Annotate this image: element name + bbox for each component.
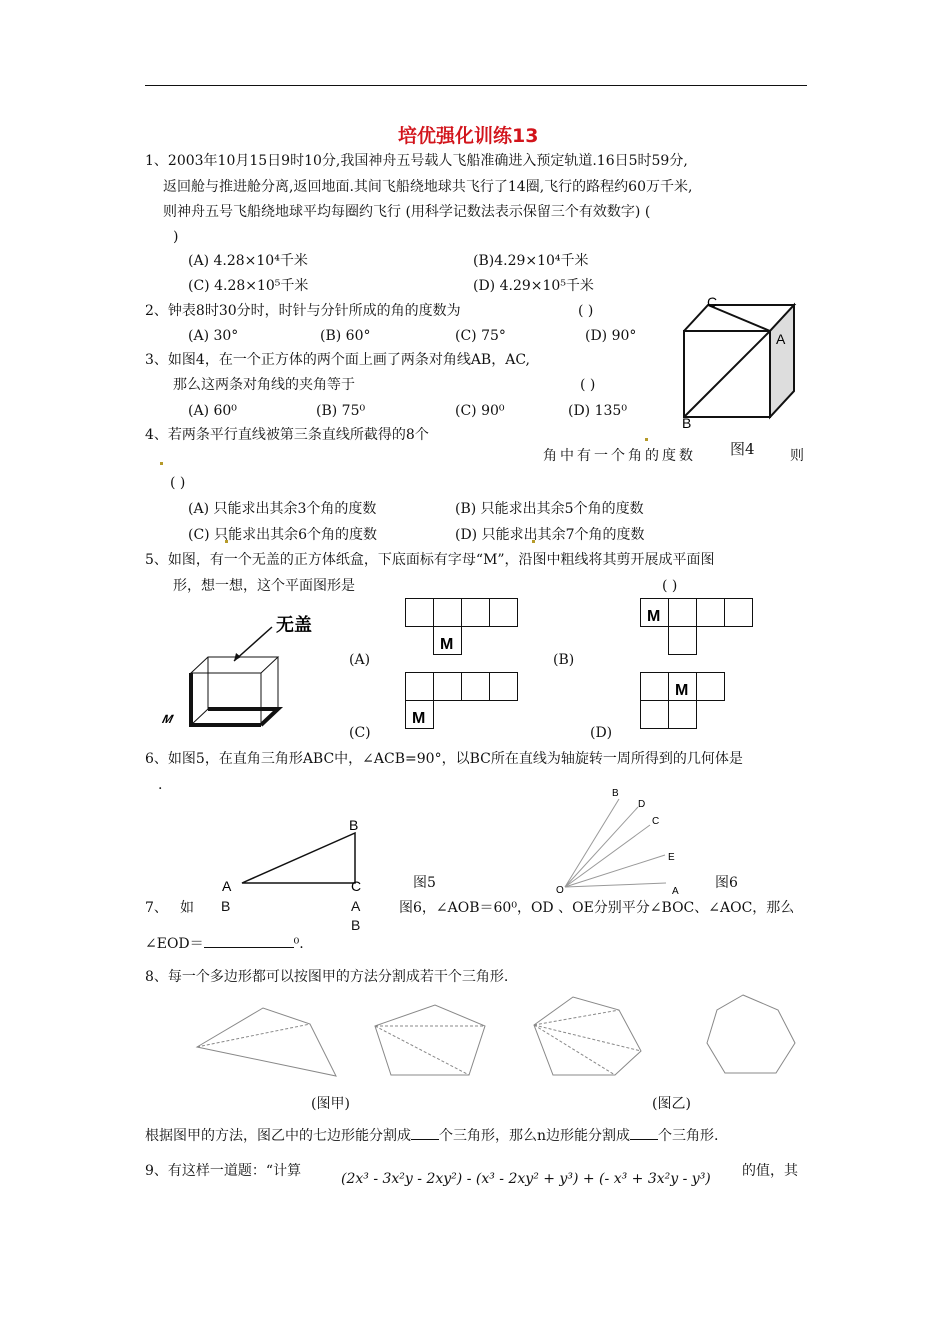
net-option-d	[640, 672, 730, 732]
net-b-label: (B)	[553, 652, 575, 668]
stray-dot	[645, 438, 648, 441]
q8-line2c: 个三角形.	[658, 1128, 719, 1144]
q8-blank-2[interactable]	[630, 1139, 658, 1140]
q1-option-a: (A) 4.28×10⁴千米	[188, 253, 308, 269]
q1-line1: 1、2003年10月15日9时10分,我国神舟五号载人飞船准确进入预定轨道.16日5时59分,	[145, 153, 688, 169]
heptagon	[707, 995, 795, 1073]
q8-blank-1[interactable]	[411, 1139, 439, 1140]
q4-option-b: (B) 只能求出其余5个角的度数	[455, 501, 644, 517]
q8-line2b: 个三角形，那么n边形能分割成	[439, 1128, 631, 1144]
q3-line2: 那么这两条对角线的夹角等于	[173, 377, 355, 393]
figure-5-triangle	[215, 815, 375, 895]
fig5-label-a: A	[222, 878, 232, 894]
net-c-letter: M	[412, 710, 426, 727]
caption-yi: (图乙)	[652, 1096, 691, 1112]
q4-line1c: 则	[790, 448, 804, 464]
q1-option-c: (C) 4.28×10⁵千米	[188, 278, 309, 294]
net-c-label: (C)	[349, 725, 371, 741]
q1-line2: 返回舱与推进舱分离,返回地面.其间飞船绕地球共飞行了14圈,飞行的路程约60万千米,	[163, 179, 693, 195]
diagonal	[197, 1024, 310, 1047]
net-a-letter: M	[440, 636, 454, 653]
fig6-label-d: D	[638, 799, 646, 810]
net-d-letter: M	[675, 682, 689, 699]
diagonal	[534, 1010, 619, 1025]
net-a-label: (A)	[349, 652, 371, 668]
fig4-label-c: C	[707, 294, 718, 310]
q7-stray-b2: B	[351, 917, 361, 933]
q2-option-a: (A) 30°	[188, 328, 239, 344]
q1-option-b: (B)4.29×10⁴千米	[473, 253, 589, 269]
q9-lead: 9、有这样一道题：“计算	[145, 1163, 302, 1179]
page-title: 培优强化训练13	[398, 125, 539, 147]
ray-oc	[565, 825, 650, 887]
q3-option-b: (B) 75⁰	[316, 403, 366, 419]
net-d-label: (D)	[590, 725, 613, 741]
q8-line2	[145, 1129, 718, 1143]
q1-line3: 则神舟五号飞船绕地球平均每圈约飞行 (用科学记数法表示保留三个有效数字) (	[163, 204, 651, 220]
q5-line2: 形，想一想，这个平面图形是	[173, 578, 355, 594]
q7-line2a: ∠EOD＝	[145, 936, 204, 952]
fig6-label-e: E	[668, 852, 675, 863]
q1-line4: )	[173, 229, 179, 245]
q5-line1: 5、如图，有一个无盖的正方体纸盒，下底面标有字母“M”，沿图中粗线将其剪开展成平面图	[145, 552, 715, 568]
q8-line1: 8、每一个多边形都可以按图甲的方法分割成若干个三角形.	[145, 969, 509, 985]
net-b-letter: M	[647, 608, 661, 625]
fig6-label-c: C	[652, 816, 660, 827]
diagonal	[534, 1025, 615, 1075]
fig6-label-o: O	[556, 885, 564, 896]
q6-line2: .	[158, 777, 163, 793]
diagonal-ac	[708, 305, 770, 331]
q2-option-b: (B) 60°	[320, 328, 371, 344]
q4-option-d: (D) 只能求出其余7个角的度数	[455, 527, 645, 543]
net-option-c	[405, 672, 520, 732]
net-option-a	[405, 598, 520, 658]
q7-ru: 如	[180, 900, 194, 916]
q2-option-d: (D) 90°	[585, 328, 637, 344]
figure-6-angles	[550, 785, 700, 900]
q1-option-d: (D) 4.29×10⁵千米	[473, 278, 594, 294]
q9-expression: (2x³ - 3x²y - 2xy²) - (x³ - 2xy² + y³) + (- x³ + 3x²y - y³)	[341, 1171, 711, 1187]
q7-num: 7、	[145, 900, 168, 916]
figure-polygons	[190, 990, 830, 1080]
fig6-label-a: A	[672, 886, 679, 897]
diagonal-ab	[684, 331, 770, 417]
stray-dot	[160, 462, 163, 465]
q4-line1: 4、若两条平行直线被第三条直线所截得的8个	[145, 427, 429, 443]
net-option-b	[640, 598, 755, 658]
q3-option-a: (A) 60⁰	[188, 403, 237, 419]
diagonal	[534, 1025, 641, 1051]
lid-label: 无盖	[276, 615, 312, 635]
ray-oa	[565, 883, 666, 887]
box-letter-m: M	[159, 712, 176, 726]
q5-paren: ( )	[662, 578, 678, 594]
fig4-label-b: B	[682, 415, 692, 431]
q4-line1b: 角中有一个角的度数	[543, 448, 696, 464]
q7-text: 图6，∠AOB＝60⁰，OD 、OE分别平分∠BOC、∠AOC，那么	[399, 900, 795, 916]
q3-option-c: (C) 90⁰	[455, 403, 505, 419]
figure-open-box	[159, 605, 330, 735]
q3-option-d: (D) 135⁰	[568, 403, 627, 419]
fig4-label-a: A	[776, 331, 786, 347]
q2-paren: ( )	[578, 303, 594, 319]
pentagon	[375, 1005, 485, 1075]
ray-ob	[565, 799, 619, 887]
quadrilateral	[197, 1008, 336, 1076]
q2-option-c: (C) 75°	[455, 328, 506, 344]
hexagon	[534, 997, 641, 1075]
q3-line1: 3、如图4，在一个正方体的两个面上画了两条对角线AB，AC,	[145, 352, 530, 368]
q7-stray-b: B	[221, 898, 231, 914]
q3-paren: ( )	[580, 377, 596, 393]
fig5-label-c: C	[351, 878, 362, 894]
caption-jia: (图甲)	[311, 1096, 350, 1112]
q2-text: 2、钟表8时30分时，时针与分针所成的角的度数为	[145, 303, 461, 319]
fig5-caption: 图5	[413, 875, 436, 891]
fig4-caption: 图4	[730, 440, 755, 458]
q9-tail: 的值，其	[742, 1163, 798, 1179]
fig6-label-b: B	[612, 788, 619, 799]
q4-paren: ( )	[170, 475, 186, 491]
q6-line1: 6、如图5，在直角三角形ABC中，∠ACB=90°，以BC所在直线为轴旋转一周所得到的几何体是	[145, 751, 743, 767]
figure-4-cube	[670, 290, 810, 440]
fig5-label-b: B	[349, 817, 359, 833]
q4-option-c: (C) 只能求出其余6个角的度数	[188, 527, 377, 543]
q7-answer-blank[interactable]	[204, 947, 294, 948]
q4-option-a: (A) 只能求出其余3个角的度数	[188, 501, 377, 517]
fig6-caption: 图6	[715, 875, 738, 891]
q7-stray-a: A	[351, 898, 361, 914]
q7-line2	[145, 937, 304, 951]
top-rule	[145, 85, 807, 86]
q7-line2b: ⁰.	[293, 936, 304, 952]
q8-line2a: 根据图甲的方法，图乙中的七边形能分割成	[145, 1128, 411, 1144]
